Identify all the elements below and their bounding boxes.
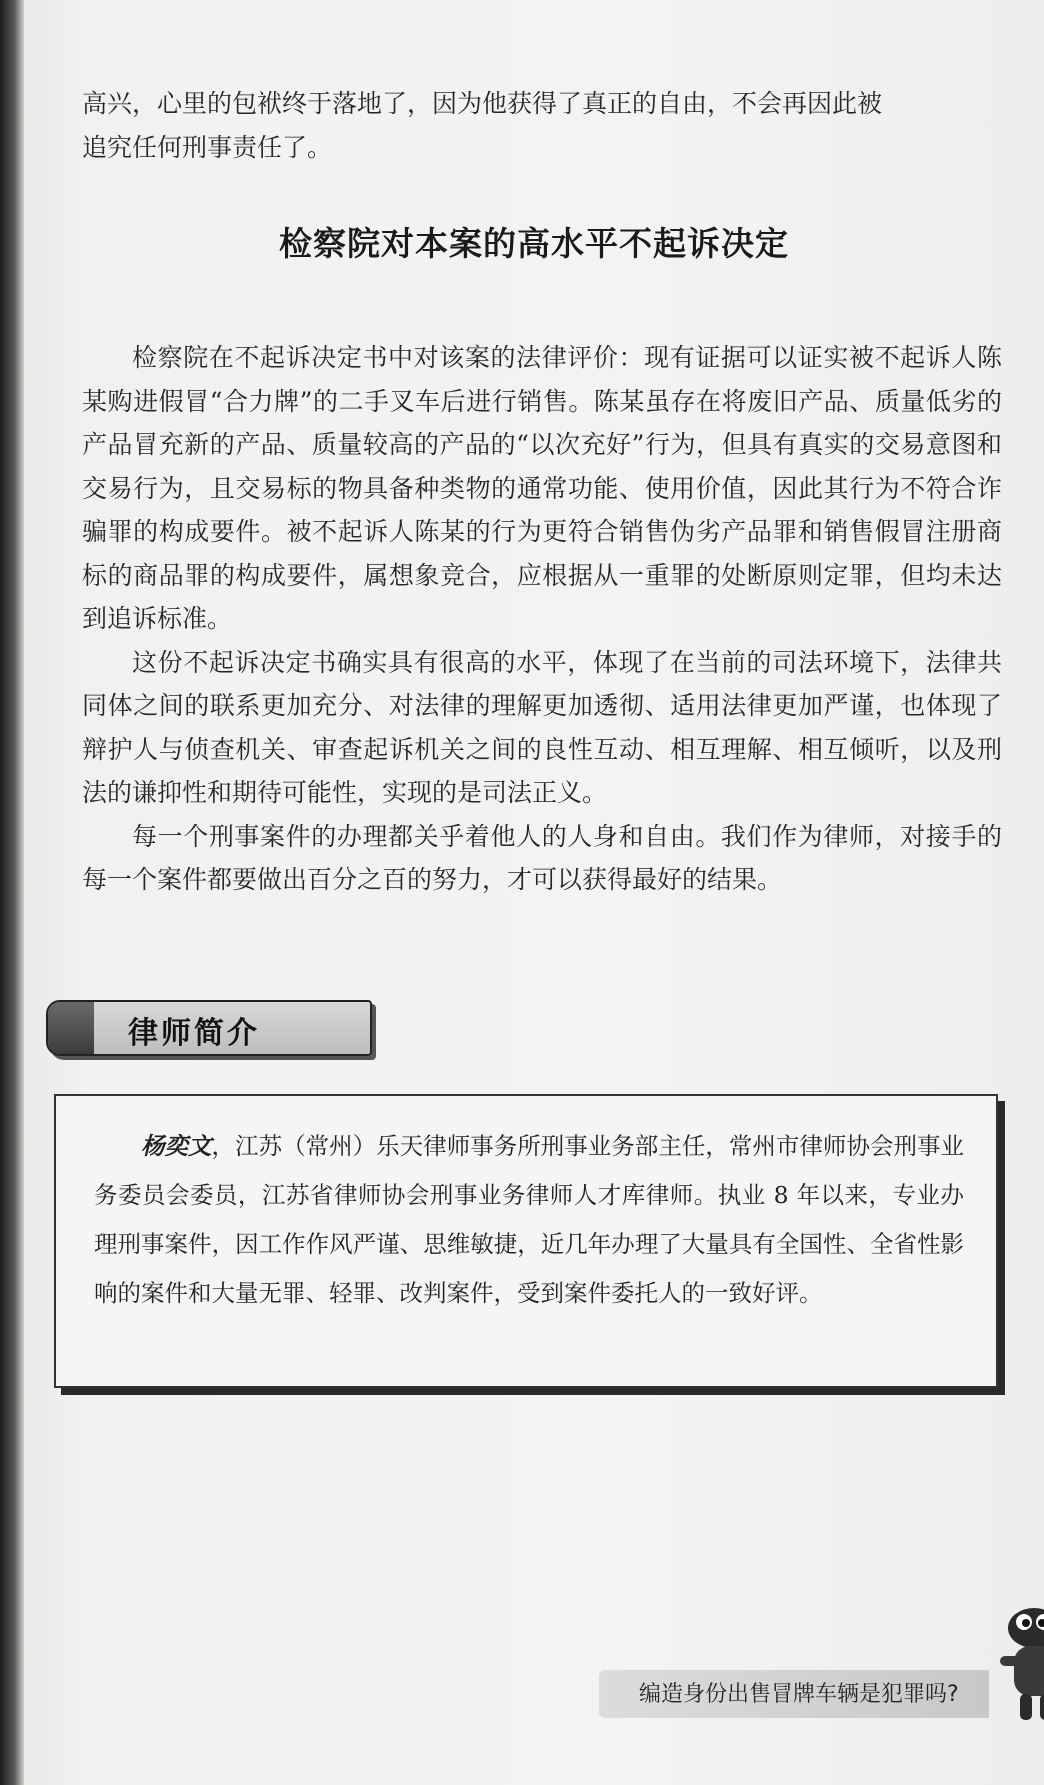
section-heading: 检察院对本案的高水平不起诉决定 — [279, 224, 789, 263]
body-text — [82, 336, 1002, 902]
lawyer-bio-description: ，江苏（常州）乐天律师事务所刑事业务部主任，常州市律师协会刑事业务委员会委员，江苏省律师协会刑事业务律师人才库律师。执业 8 年以来，专业办理刑事案件，因工作作风严谨、思维敏捷，近几年办理了大量具有全国性、全省性影响的案件和大量无罪、轻罪、改判案件，受到案件委托人的一致好评。 — [94, 1132, 965, 1307]
lawyer-bio-text — [94, 1122, 964, 1318]
paragraph-evaluation: 检察院在不起诉决定书中对该案的法律评价：现有证据可以证实被不起诉人陈某购进假冒“合力牌”的二手叉车后进行销售。陈某虽存在将废旧产品、质量低劣的产品冒充新的产品、质量较高的产品的“以次充好”行为，但具有真实的交易意图和交易行为，且交易标的物具备种类物的通常功能、使用价值，因此其行为不符合诈骗罪的构成要件。被不起诉人陈某的行为更符合销售伪劣产品罪和销售假冒注册商标的商品罪的构成要件，属想象竞合，应根据从一重罪的处断原则定罪，但均未达到追诉标准。 — [82, 343, 1002, 633]
paragraph-conclusion: 每一个刑事案件的办理都关乎着他人的人身和自由。我们作为律师，对接手的每一个案件都要做出百分之百的努力，才可以获得最好的结果。 — [82, 821, 1002, 894]
lawyer-name: 杨奕文 — [141, 1132, 212, 1160]
label-tab-decoration — [48, 1002, 94, 1054]
footer-title: 编造身份出售冒牌车辆是犯罪吗? — [639, 1682, 959, 1707]
paragraph-assessment: 这份不起诉决定书确实具有很高的水平，体现了在当前的司法环境下，法律共同体之间的联系更加充分、对法律的理解更加透彻、适用法律更加严谨，也体现了辩护人与侦查机关、审查起诉机关之间的良性互动、相互理解、相互倾听，以及刑法的谦抑性和期待可能性，实现的是司法正义。 — [82, 647, 1002, 807]
book-spine-shadow — [0, 0, 24, 1785]
book-page — [24, 0, 1044, 1785]
lawyer-intro-label — [46, 1000, 372, 1056]
intro-paragraph — [82, 82, 1002, 169]
mascot-icon — [986, 1600, 1044, 1730]
lawyer-intro-label-text: 律师简介 — [128, 1016, 260, 1051]
intro-line-2: 追究任何刑事责任了。 — [82, 132, 333, 162]
intro-line-1: 高兴，心里的包袱终于落地了，因为他获得了真正的自由，不会再因此被 — [82, 89, 883, 118]
